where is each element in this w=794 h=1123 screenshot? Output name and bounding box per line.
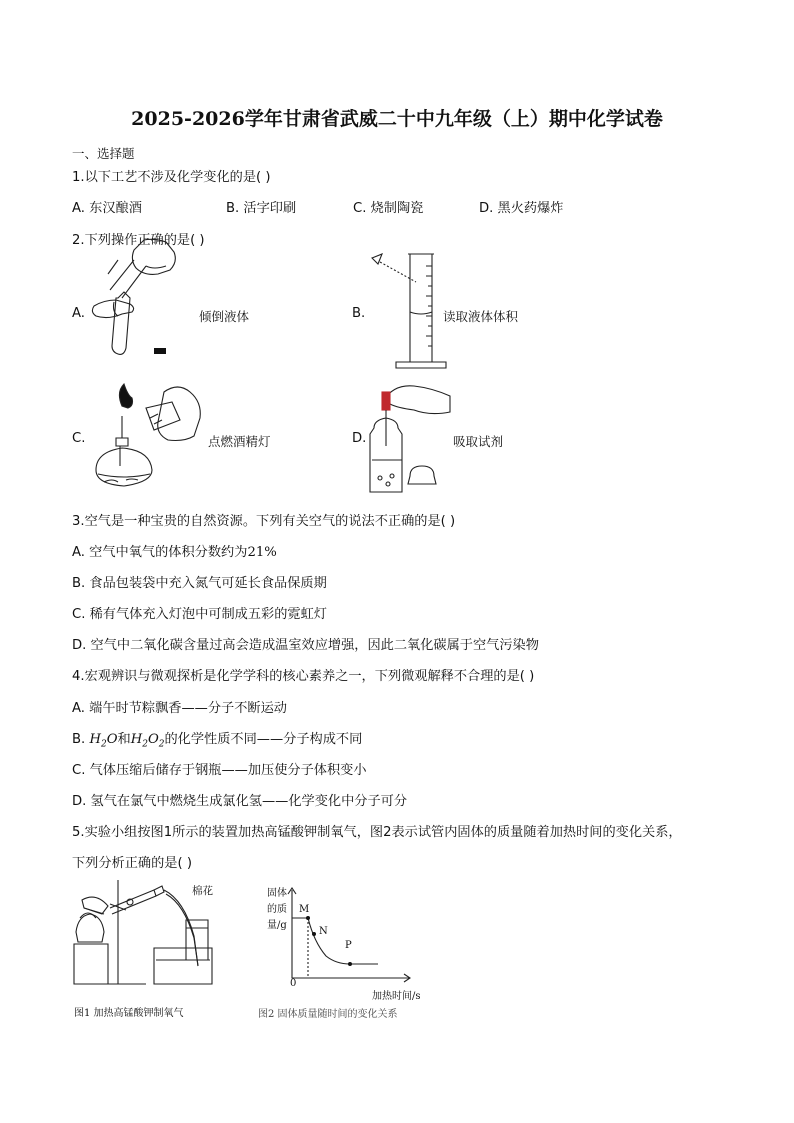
pouring-liquid-figure xyxy=(86,236,198,362)
q4-option-b[interactable]: B. $H_2O$和$H_2O_2$的化学性质不同——分子构成不同 xyxy=(72,732,363,750)
y-axis-label-3: 量/g xyxy=(267,920,287,931)
page-title: 2025-2026学年甘肃省武威二十中九年级（上）期中化学试卷 xyxy=(131,108,663,130)
q2-option-c-caption: 点燃酒精灯 xyxy=(208,434,271,449)
alcohol-lamp-figure xyxy=(86,378,208,496)
q5-stem-line1: 5.实验小组按图1所示的装置加热高锰酸钾制氧气，图2表示试管内固体的质量随着加热时间的变化关系， xyxy=(72,825,682,840)
q2-stem: 2.下列操作正确的是( ) xyxy=(72,233,205,248)
q2-option-b-letter[interactable]: B. xyxy=(352,306,366,321)
point-m-label: M xyxy=(299,904,310,915)
dropper-figure xyxy=(366,380,456,496)
y-axis-label-2: 的质 xyxy=(267,904,287,915)
figure-1-caption: 图1 加热高锰酸钾制氧气 xyxy=(74,1008,184,1019)
q3-option-a-text: A. 空气中氧气的体积分数约为 xyxy=(72,545,248,560)
q4-stem: 4.宏观辨识与微观探析是化学学科的核心素养之一，下列微观解释不合理的是( ) xyxy=(72,669,535,684)
q5-stem-line2: 下列分析正确的是( ) xyxy=(72,856,192,871)
q4-option-a[interactable]: A. 端午时节粽飘香——分子不断运动 xyxy=(72,701,287,716)
q3-stem: 3.空气是一种宝贵的自然资源。下列有关空气的说法不正确的是( ) xyxy=(72,514,456,529)
figure-1-apparatus xyxy=(70,876,252,994)
measuring-cylinder-figure xyxy=(366,250,448,372)
q4-option-c[interactable]: C. 气体压缩后储存于钢瓶——加压使分子体积变小 xyxy=(72,763,367,778)
q3-option-a[interactable] xyxy=(72,541,277,560)
q2-option-b-caption: 读取液体体积 xyxy=(443,309,519,324)
q4-option-b-text: 的化学性质不同——分子构成不同 xyxy=(164,732,363,747)
q4-option-b-letter: B. xyxy=(72,732,86,747)
q4-option-d[interactable]: D. 氢气在氯气中燃烧生成氯化氢——化学变化中分子可分 xyxy=(72,794,408,809)
q1-option-d[interactable]: D. 黑火药爆炸 xyxy=(479,201,564,216)
q3-option-c[interactable]: C. 稀有气体充入灯泡中可制成五彩的霓虹灯 xyxy=(72,607,327,622)
origin-label: 0 xyxy=(290,978,297,989)
q3-option-a-value: 21% xyxy=(247,545,277,560)
q2-option-d-caption: 吸取试剂 xyxy=(453,434,504,449)
figure-2-caption: 图2 固体质量随时间的变化关系 xyxy=(258,1009,398,1020)
q2-option-d-letter[interactable]: D. xyxy=(352,431,367,446)
q2-option-a-letter[interactable]: A. xyxy=(72,306,85,321)
q3-option-d[interactable]: D. 空气中二氧化碳含量过高会造成温室效应增强，因此二氧化碳属于空气污染物 xyxy=(72,638,539,653)
q2-option-c-letter[interactable]: C. xyxy=(72,431,86,446)
q1-stem: 1.以下工艺不涉及化学变化的是( ) xyxy=(72,170,271,185)
q2-option-a-caption: 倾倒液体 xyxy=(199,309,250,324)
x-axis-label: 加热时间/s xyxy=(372,991,421,1002)
q1-option-a[interactable]: A. 东汉酿酒 xyxy=(72,201,142,216)
water-formula: $H_2O$ xyxy=(89,732,118,750)
y-axis-label-1: 固体 xyxy=(267,888,287,899)
q1-option-b[interactable]: B. 活字印刷 xyxy=(226,201,297,216)
q1-option-c[interactable]: C. 烧制陶瓷 xyxy=(353,201,424,216)
q3-option-b[interactable]: B. 食品包装袋中充入氮气可延长食品保质期 xyxy=(72,576,327,591)
cotton-label: 棉花 xyxy=(192,885,213,897)
section-heading: 一、选择题 xyxy=(72,146,135,161)
point-p-label: P xyxy=(345,940,352,951)
hydrogen-peroxide-formula: $H_2O_2$ xyxy=(130,732,165,750)
point-n-label: N xyxy=(319,926,328,937)
